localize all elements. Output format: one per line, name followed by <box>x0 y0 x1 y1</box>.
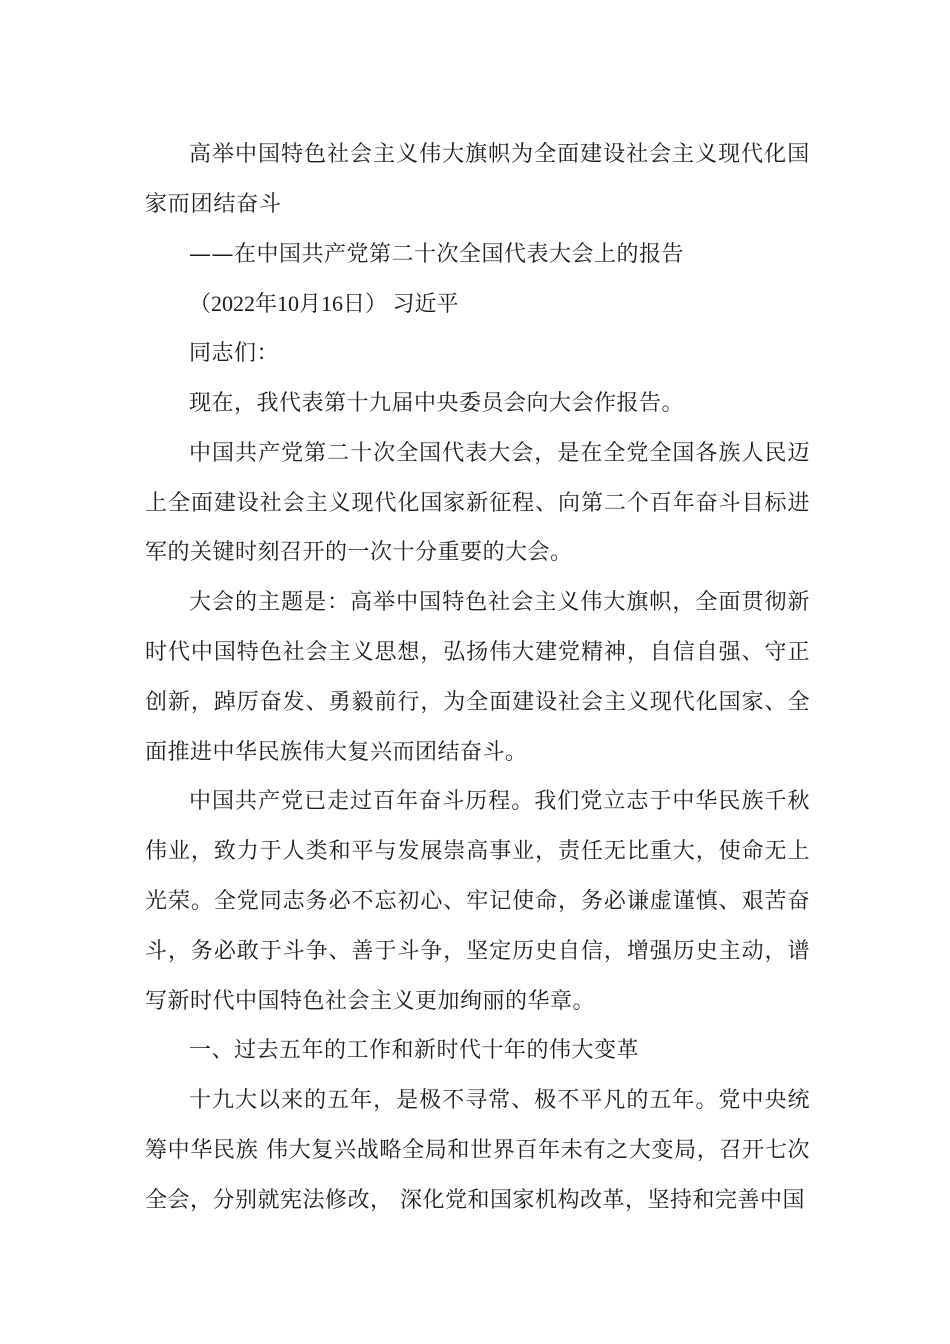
document-page <box>145 130 810 1226</box>
section-heading-one: 一、过去五年的工作和新时代十年的伟大变革 <box>189 1038 640 1064</box>
document-title: 高举中国特色社会主义伟大旗帜为全面建设社会主义现代化国家而团结奋斗 <box>145 142 810 217</box>
paragraph-five-years: 十九大以来的五年，是极不寻常、极不平凡的五年。党中央统筹中华民族 伟大复兴战略全局和世界百年未有之大变局，召开七次全会，分别就宪法修改， 深化党和国家机构改革，坚持和完善中国 <box>145 1088 810 1213</box>
paragraph-theme: 大会的主题是：高举中国特色社会主义伟大旗帜，全面贯彻新时代中国特色社会主义思想，弘扬伟大建党精神，自信自强、守正创新，踔厉奋发、勇毅前行，为全面建设社会主义现代化国家、全面推进中华民族伟大复兴而团结奋斗。 <box>145 590 810 765</box>
document-salutation: 同志们： <box>189 341 280 367</box>
document-date-author: （2022年10月16日） 习近平 <box>189 291 459 317</box>
paragraph-congress: 中国共产党第二十次全国代表大会，是在全党全国各族人民迈上全面建设社会主义现代化国家新征程、向第二个百年奋斗目标进军的关键时刻召开的一次十分重要的大会。 <box>145 440 810 566</box>
document-subtitle: ——在中国共产党第二十次全国代表大会上的报告 <box>189 241 685 267</box>
paragraph-opening: 现在，我代表第十九届中央委员会向大会作报告。 <box>189 390 685 416</box>
paragraph-history: 中国共产党已走过百年奋斗历程。我们党立志于中华民族千秋伟业，致力于人类和平与发展崇高事业，责任无比重大，使命无上光荣。全党同志务必不忘初心、牢记使命，务必谦虚谨慎、艰苦奋斗，务必敢于斗争、善于斗争，坚定历史自信，增强历史主动，谱写新时代中国特色社会主义更加绚丽的华章。 <box>145 789 810 1014</box>
